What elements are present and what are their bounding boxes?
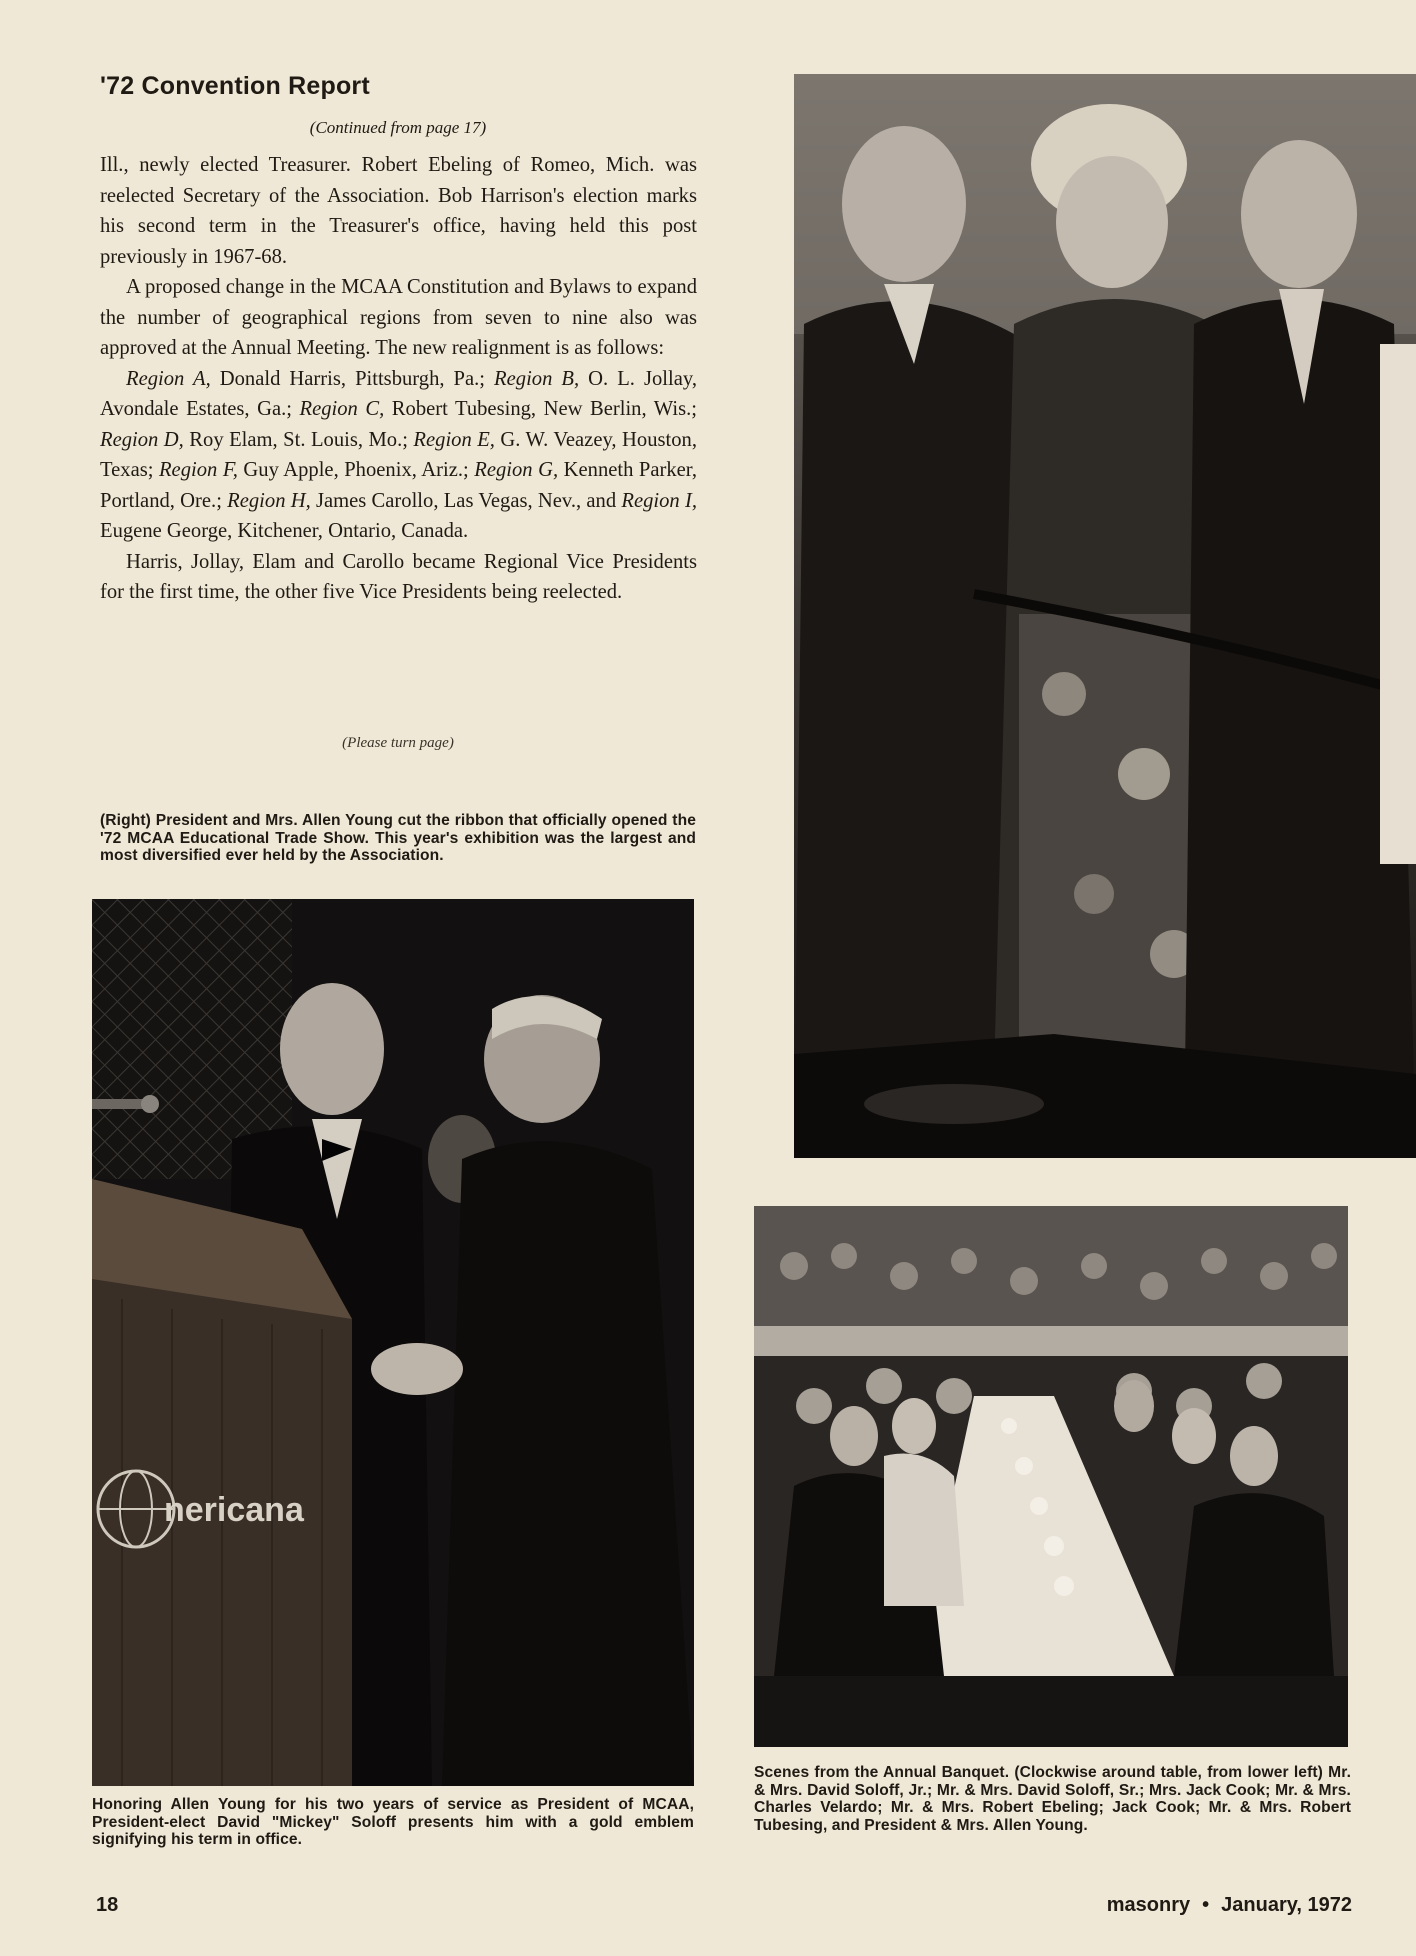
region-text: Donald Harris, Pittsburgh, Pa.; — [210, 367, 495, 390]
footer-line — [1107, 1894, 1352, 1917]
article-paragraph: Ill., newly elected Treasurer. Robert Ebeling of Romeo, Mich. was reelected Secretary of the Association. Bob Harrison's election marks his second term in the Treasurer's office, having held this post previously in 1967-68. — [100, 154, 697, 268]
region-text: Robert Tubesing, New Berlin, Wis.; — [384, 398, 698, 420]
article-paragraph: Harris, Jollay, Elam and Carollo became Regional Vice Presidents for the first time, the other five Vice Presidents being reelected. — [100, 550, 697, 603]
issue-date: January, 1972 — [1221, 1894, 1352, 1916]
footer-separator: • — [1202, 1894, 1210, 1916]
region-text: G. W. Veazey, Houston, Texas; — [100, 428, 697, 481]
ribbon-caption: (Right) President and Mrs. Allen Young cut the ribbon that officially opened the '72 MCAA Educational Trade Show. This year's exhibition was the largest and most diversified ever held by the Association. — [100, 812, 696, 865]
region-text: O. L. Jollay, Avondale Estates, Ga.; — [100, 367, 697, 420]
honoring-caption: Honoring Allen Young for his two years of service as President of MCAA, President-elect David "Mickey" Soloff presents him with a gold emblem signifying his term in office. — [92, 1796, 694, 1849]
regions-paragraph — [100, 364, 697, 547]
banquet-photo — [754, 1206, 1348, 1747]
honoring-photo — [92, 899, 694, 1786]
region-label: Region C, — [299, 398, 385, 420]
section-heading: '72 Convention Report — [100, 72, 370, 100]
continued-note: (Continued from page 17) — [309, 118, 487, 137]
banquet-caption: Scenes from the Annual Banquet. (Clockwise around table, from lower left) Mr. & Mrs. David Soloff, Jr.; Mr. & Mrs. David Soloff, Sr.; Mrs. Jack Cook; Mr. & Mrs. Charles Velardo; Mr. & Mrs. Robert Ebeling; Jack Cook; Mr. & Mrs. Robert Tubesing, and President & Mrs. Allen Young. — [754, 1764, 1351, 1834]
region-text: Eugene George, Kitchener, Ontario, Canada. — [100, 520, 469, 542]
region-text: James Carollo, Las Vegas, Nev., and — [310, 489, 622, 512]
region-label: Region I, — [621, 489, 697, 512]
region-text: Roy Elam, St. Louis, Mo.; — [183, 428, 414, 451]
podium-sign-text: nericana — [164, 1491, 304, 1529]
region-label: Region A, — [126, 367, 211, 390]
page-number: 18 — [96, 1894, 119, 1916]
article-paragraph: A proposed change in the MCAA Constitution and Bylaws to expand the number of geographical regions from seven to nine also was approved at the Annual Meeting. The new realignment is as follows: — [100, 276, 697, 359]
turn-page-note: (Please turn page) — [342, 735, 454, 751]
publication-name: masonry — [1106, 1894, 1191, 1916]
region-label: Region E, — [413, 428, 495, 451]
region-label: Region B, — [494, 367, 580, 390]
region-label: Region D, — [100, 428, 184, 451]
article-body — [100, 150, 697, 608]
ribbon-cutting-photo — [794, 74, 1416, 1158]
region-text: Guy Apple, Phoenix, Ariz.; — [237, 459, 475, 481]
region-text: Kenneth Parker, Portland, Ore.; — [100, 459, 697, 512]
region-label: Region F, — [158, 459, 238, 481]
region-label: Region G, — [474, 459, 559, 481]
region-label: Region H, — [227, 489, 311, 512]
